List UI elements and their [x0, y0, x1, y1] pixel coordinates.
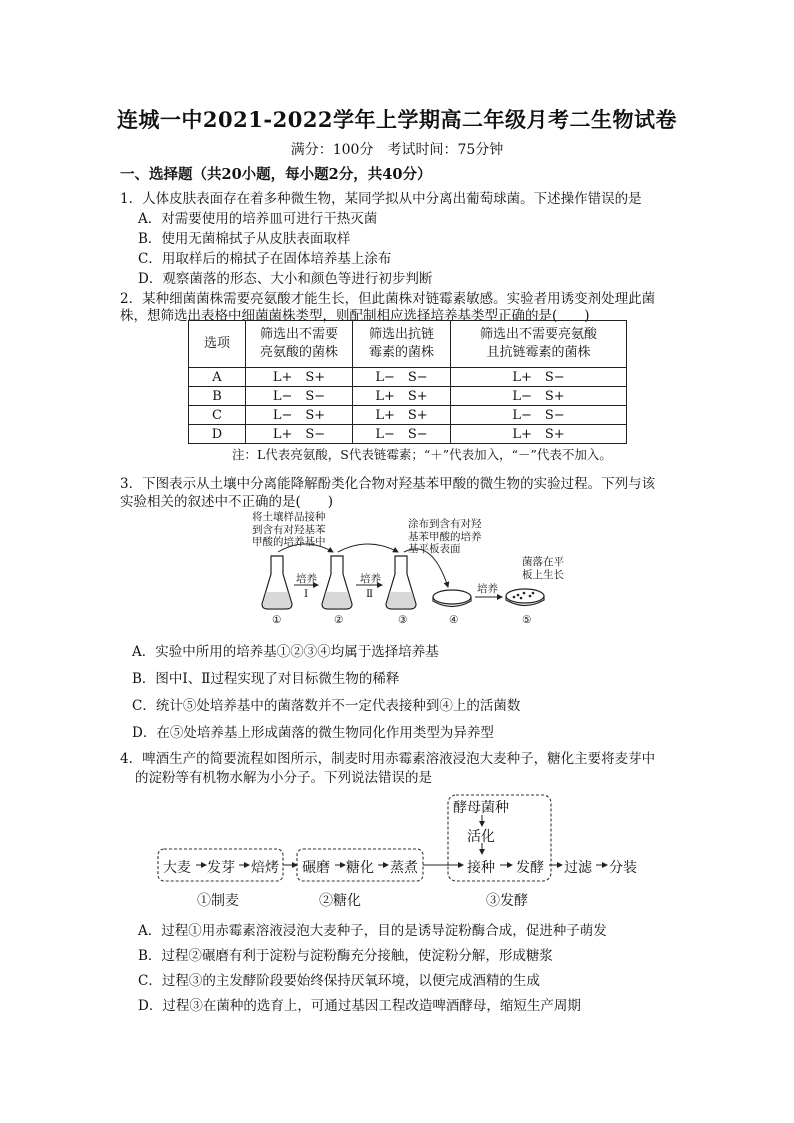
table-cell: L+ S−: [451, 368, 627, 387]
q2-stem-line2: 株，想筛选出表格中细菌菌株类型，则配制相应选择培养基类型正确的是( ): [120, 308, 590, 324]
q4-option-d: D．过程③在菌种的选育上，可通过基因工程改造啤酒酵母，缩短生产周期: [138, 998, 581, 1014]
fig3-step-1: Ⅰ: [304, 588, 309, 600]
q4-option-c: C．过程③的主发酵阶段要始终保持厌氧环境，以便完成酒精的生成: [138, 973, 540, 989]
table-cell: L− S+: [246, 406, 353, 425]
fig3-culture-label-3: 培养: [477, 583, 498, 595]
table-row: [189, 387, 627, 406]
table-row: [189, 406, 627, 425]
table-cell: L+ S+: [353, 387, 451, 406]
table-header-cell: 筛选出不需要亮氨酸 且抗链霉素的菌株: [451, 321, 627, 368]
table-cell: L+ S+: [246, 368, 353, 387]
table-row: [189, 425, 627, 444]
table-cell: L− S+: [451, 387, 627, 406]
flow-step: 糖化: [346, 860, 374, 876]
q1-option-a: A．对需要使用的培养皿可进行干热灭菌: [138, 211, 378, 227]
table-cell: L− S−: [246, 387, 353, 406]
arrow-icon: [278, 544, 333, 552]
q3-option-c: C．统计⑤处培养基中的菌落数并不一定代表接种到④上的活菌数: [132, 698, 521, 714]
flow-stage-label: ②糖化: [319, 893, 361, 909]
flow-step: 大麦: [163, 860, 191, 876]
fig3-label-line: 到含有对羟基苯: [252, 523, 326, 536]
exam-info: 满分：100分 考试时间：75分钟: [290, 142, 504, 158]
fig3-label-line: 基苯甲酸的培养: [408, 530, 482, 543]
page-title: 连城一中2021-2022学年上学期高二年级月考二生物试卷: [116, 107, 678, 132]
fig3-num-4: ④: [449, 614, 459, 626]
flow-step: 发酵: [516, 860, 544, 876]
q1-option-d: D．观察菌落的形态、大小和颜色等进行初步判断: [138, 271, 433, 287]
flask-1-icon: [262, 556, 292, 609]
flask-2-icon: [322, 556, 352, 609]
table-header-cell: 选项: [189, 321, 246, 368]
table-row: [189, 368, 627, 387]
flow-step: 过滤: [564, 860, 592, 876]
q4-option-b: B．过程②碾磨有利于淀粉与淀粉酶充分接触，使淀粉分解，形成糖浆: [138, 948, 553, 964]
q1-option-c: C．用取样后的棉拭子在固体培养基上涂布: [138, 251, 392, 267]
fig3-num-1: ①: [272, 614, 282, 626]
table-header-cell: 筛选出抗链 霉素的菌株: [353, 321, 451, 368]
fig3-label-line: 将土壤样品接种: [252, 511, 326, 523]
q2-stem-line1: 2．某种细菌菌株需要亮氨酸才能生长，但此菌株对链霉素敏感。实验者用诱变剂处理此菌: [120, 291, 656, 307]
q3-stem-line2: 实验相关的叙述中不正确的是( ): [120, 494, 334, 510]
q1-stem: 1．人体皮肤表面存在着多种微生物，某同学拟从中分离出葡萄球菌。下述操作错误的是: [120, 191, 642, 207]
section-heading: 一、选择题（共20小题，每小题2分，共40分）: [120, 166, 432, 183]
fig3-step-2: Ⅱ: [366, 588, 374, 600]
fig3-label-line: 板上生长: [522, 568, 564, 581]
fig3-label-line: 基平板表面: [408, 543, 461, 555]
q2-table: [188, 320, 627, 444]
table-cell: L+ S+: [353, 406, 451, 425]
q2-table-note: 注：L代表亮氨酸，S代表链霉素；“＋”代表加入，“－”代表不加入。: [232, 447, 612, 462]
flow-step: 发芽: [207, 860, 235, 876]
table-header-row: [189, 321, 627, 368]
table-cell: D: [189, 425, 246, 444]
q4-stem-line1: 4．啤酒生产的简要流程如图所示，制麦时用赤霉素溶液浸泡大麦种子，糖化主要将麦芽中: [120, 751, 656, 767]
flow-step: 碾磨: [302, 860, 330, 876]
q3-experiment-figure: [250, 510, 570, 615]
flow-step: 蒸煮: [390, 860, 418, 876]
fig3-culture-label-2: 培养: [360, 573, 381, 585]
flow-step: 焙烤: [251, 860, 279, 876]
petri-dish-4-icon: [433, 590, 471, 607]
table-cell: C: [189, 406, 246, 425]
fig3-culture-label-1: 培养: [296, 573, 317, 585]
fig3-label-line: 甲酸的培养基中: [252, 536, 326, 548]
table-cell: B: [189, 387, 246, 406]
table-cell: L+ S−: [246, 425, 353, 444]
table-cell: A: [189, 368, 246, 387]
table-cell: L− S−: [353, 425, 451, 444]
table-cell: L− S−: [353, 368, 451, 387]
flow-activate: 活化: [467, 829, 495, 845]
flow-stage-label: ①制麦: [197, 893, 239, 909]
q1-option-b: B．使用无菌棉拭子从皮肤表面取样: [138, 231, 351, 247]
q4-option-a: A．过程①用赤霉素溶液浸泡大麦种子，目的是诱导淀粉酶合成，促进种子萌发: [138, 923, 607, 939]
arrow-icon: [338, 544, 398, 552]
q3-option-d: D．在⑤处培养基上形成菌落的微生物同化作用类型为异养型: [132, 725, 494, 741]
flow-stage-label: ③发酵: [486, 893, 528, 909]
petri-dish-5-icon: [506, 589, 544, 606]
q3-stem-line1: 3．下图表示从土壤中分离能降解酚类化合物对羟基苯甲酸的微生物的实验过程。下列与该: [120, 476, 656, 492]
arrow-icon: [404, 549, 448, 587]
fig3-num-3: ③: [398, 614, 408, 626]
fig3-num-5: ⑤: [522, 614, 532, 626]
fig3-label-line: 涂布到含有对羟: [408, 518, 482, 530]
q3-option-a: A．实验中所用的培养基①②③④均属于选择培养基: [132, 644, 439, 660]
fig3-num-2: ②: [334, 614, 344, 626]
q3-option-b: B．图中Ⅰ、Ⅱ过程实现了对目标微生物的稀释: [132, 671, 400, 687]
table-cell: L− S−: [451, 406, 627, 425]
flow-step: 接种: [467, 860, 495, 876]
table-header-cell: 筛选出不需要 亮氨酸的菌株: [246, 321, 353, 368]
fig3-label-line: 菌落在平: [522, 556, 564, 568]
flow-yeast: 酵母菌种: [453, 800, 509, 816]
flask-3-icon: [386, 556, 416, 609]
table-cell: L+ S+: [451, 425, 627, 444]
flow-step: 分装: [609, 860, 637, 876]
q4-stem-line2: 的淀粉等有机物水解为小分子。下列说法错误的是: [135, 770, 432, 786]
